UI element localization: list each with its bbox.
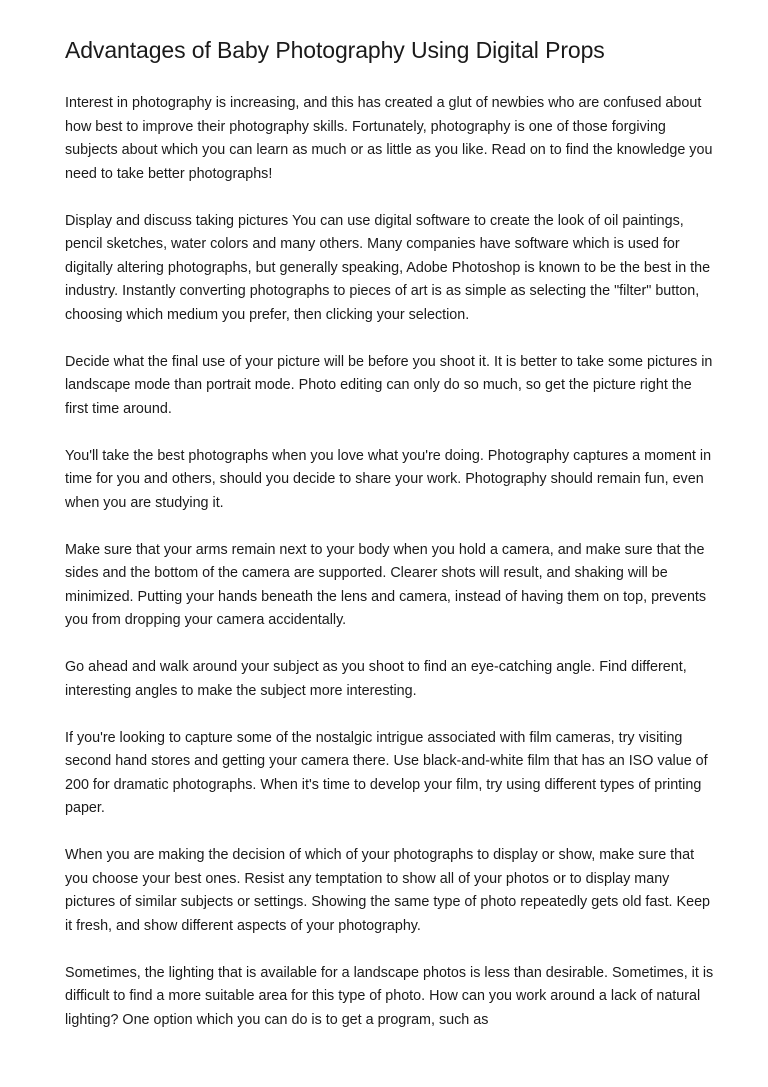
paragraph-choose-best: When you are making the decision of which of your photographs to display or show, make sure that you choose your best ones. Resist any temptation to show all of your photos or to display many pictures of similar subjects or settings. Showing the same type of photo repeatedly gets old fast. Keep it fresh, and show different aspects of your photography.: [65, 847, 711, 934]
paragraph-intro: Interest in photography is increasing, and this has created a glut of newbies who are confused about how best to improve their photography skills. Fortunately, photography is one of those forgiving subjects about which you can learn as much or as little as you like. Read on to find the knowledge you need to take better photographs!: [65, 95, 713, 182]
document-title: Advantages of Baby Photography Using Digital Props: [65, 37, 605, 63]
paragraph-digital-software: Display and discuss taking pictures You can use digital software to create the look of oil paintings, pencil sketches, water colors and many others. Many companies have software which is used for digitally altering photographs, but generally speaking, Adobe Photoshop is known to be the best in the industry. Instantly converting photographs to pieces of art is as simple as selecting the "filter" button, choosing which medium you prefer, then clicking your selection.: [65, 212, 711, 323]
paragraph-film-cameras: If you're looking to capture some of the nostalgic intrigue associated with film cameras, try visiting second hand stores and getting your camera there. Use black-and-white film that has an ISO value of 200 for dramatic photographs. When it's time to develop your film, try using different types of printing paper.: [65, 729, 708, 816]
paragraph-angles: Go ahead and walk around your subject as you shoot to find an eye-catching angle. Find different, interesting angles to make the subject more interesting.: [65, 659, 687, 699]
paragraph-hold-camera: Make sure that your arms remain next to your body when you hold a camera, and make sure that the sides and the bottom of the camera are supported. Clearer shots will result, and shaking will be minimized. Putting your hands beneath the lens and camera, instead of having them on top, prevents you from dropping your camera accidentally.: [65, 541, 707, 628]
document-page: [65, 34, 715, 1056]
paragraph-love-photography: You'll take the best photographs when you love what you're doing. Photography captures a moment in time for you and others, should you decide to share your work. Photography should remain fun, even when you are studying it.: [65, 447, 712, 511]
paragraph-final-use: Decide what the final use of your picture will be before you shoot it. It is better to take some pictures in landscape mode than portrait mode. Photo editing can only do so much, so get the picture right the first time around.: [65, 353, 713, 417]
paragraph-lighting: Sometimes, the lighting that is available for a landscape photos is less than desirable. Sometimes, it is difficult to find a more suitable area for this type of photo. How can you work around a lack of natural lighting? One option which you can do is to get a program, such as: [65, 964, 714, 1028]
